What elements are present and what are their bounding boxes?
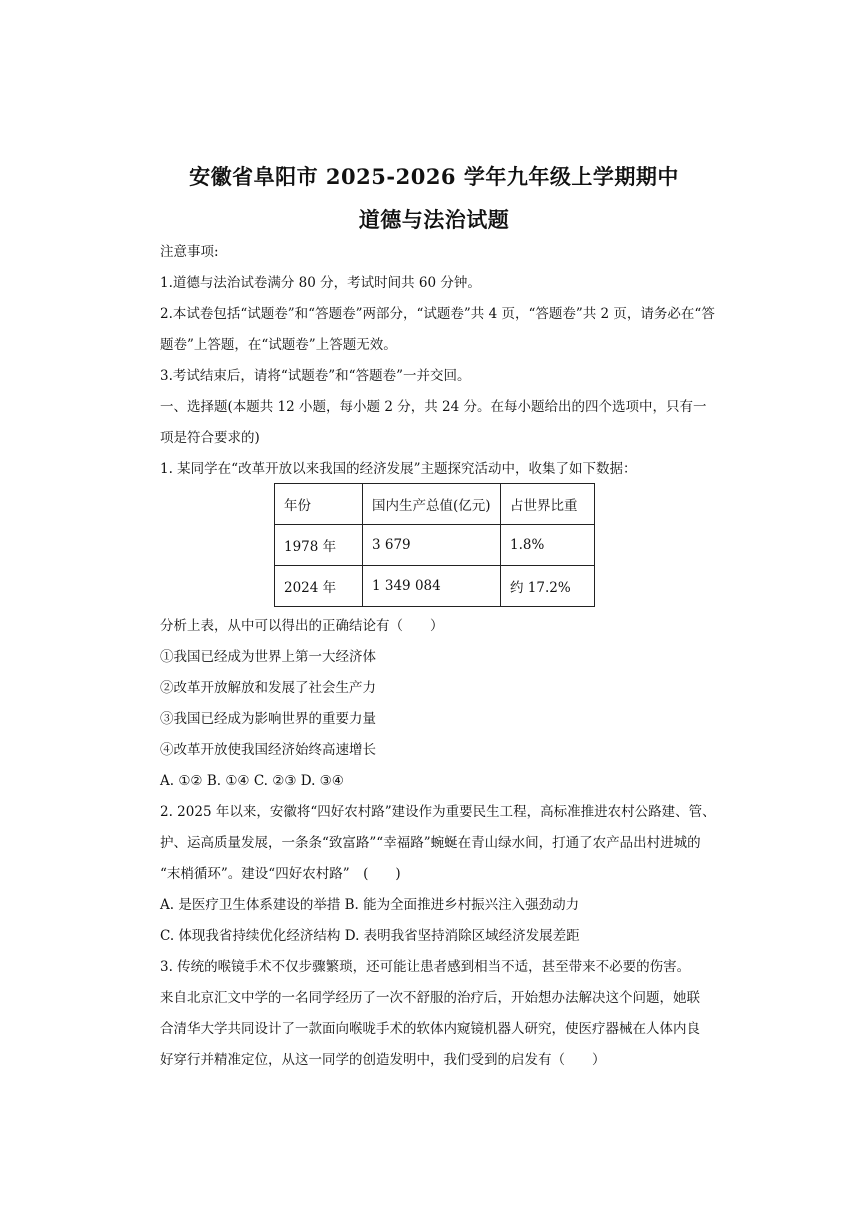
table-row [275,566,595,607]
question-2-stem-cont: 护、运高质量发展，一条条“致富路”“幸福路”蜿蜒在青山绿水间，打通了农产品出村进城的 [160,835,701,851]
table-header-cell: 占世界比重 [501,484,595,525]
table-cell: 1978 年 [275,525,363,566]
page-title-line2: 道德与法治试题 [358,207,510,232]
question-1-stem: 1. 某同学在“改革开放以来我国的经济发展”主题探究活动中，收集了如下数据： [160,461,637,477]
table-row [275,525,595,566]
question-3-stem: 3. 传统的喉镜手术不仅步骤繁琐，还可能让患者感到相当不适，甚至带来不必要的伤害。 [160,959,691,975]
table-cell: 1.8% [501,525,595,566]
question-2-options: A. 是医疗卫生体系建设的举措 B. 能为全面推进乡村振兴注入强劲动力 [160,897,580,913]
table-cell: 1 349 084 [363,566,501,607]
question-3-stem-cont: 好穿行并精准定位，从这一同学的创造发明中，我们受到的启发有（ ） [160,1052,606,1068]
page-title-line1: 安徽省阜阳市 2025-2026 学年九年级上学期期中 [189,164,679,189]
notice-item: 1.道德与法治试卷满分 80 分，考试时间共 60 分钟。 [160,275,481,291]
question-3-stem-cont: 合清华大学共同设计了一款面向喉咙手术的软体内窥镜机器人研究，使医疗器械在人体内良 [160,1021,700,1037]
notice-heading: 注意事项: [160,244,219,260]
table-cell: 约 17.2% [501,566,595,607]
table-header-row [275,484,595,525]
notice-item: 3.考试结束后，请将“试题卷”和“答题卷”一并交回。 [160,368,471,384]
section-heading-cont: 项是符合要求的) [160,430,260,446]
section-heading: 一、选择题(本题共 12 小题，每小题 2 分，共 24 分。在每小题给出的四个选项中，只有一 [160,399,707,415]
notice-item: 题卷”上答题，在“试题卷”上答题无效。 [160,337,397,353]
question-1-options: A. ①② B. ①④ C. ②③ D. ③④ [160,773,344,789]
statement-item: ①我国已经成为世界上第一大经济体 [160,649,376,665]
notice-item: 2.本试卷包括“试题卷”和“答题卷”两部分，“试题卷”共 4 页，“答题卷”共 2 页，请务必在“答 [160,306,715,322]
table-cell: 2024 年 [275,566,363,607]
table-header-cell: 年份 [275,484,363,525]
gdp-data-table [274,483,595,607]
question-2-stem: 2. 2025 年以来，安徽将“四好农村路”建设作为重要民生工程，高标准推进农村公路建、管、 [160,804,716,820]
question-2-options: C. 体现我省持续优化经济结构 D. 表明我省坚持消除区域经济发展差距 [160,928,580,944]
statement-item: ④改革开放使我国经济始终高速增长 [160,742,376,758]
question-1-prompt: 分析上表，从中可以得出的正确结论有（ ） [160,618,444,634]
table-header-cell: 国内生产总值(亿元) [363,484,501,525]
question-2-stem-cont: “末梢循环”。建设“四好农村路” ( ) [160,866,401,882]
statement-item: ③我国已经成为影响世界的重要力量 [160,711,376,727]
table-cell: 3 679 [363,525,501,566]
statement-item: ②改革开放解放和发展了社会生产力 [160,680,376,696]
question-3-stem-cont: 来自北京汇文中学的一名同学经历了一次不舒服的治疗后，开始想办法解决这个问题，她联 [160,990,700,1006]
